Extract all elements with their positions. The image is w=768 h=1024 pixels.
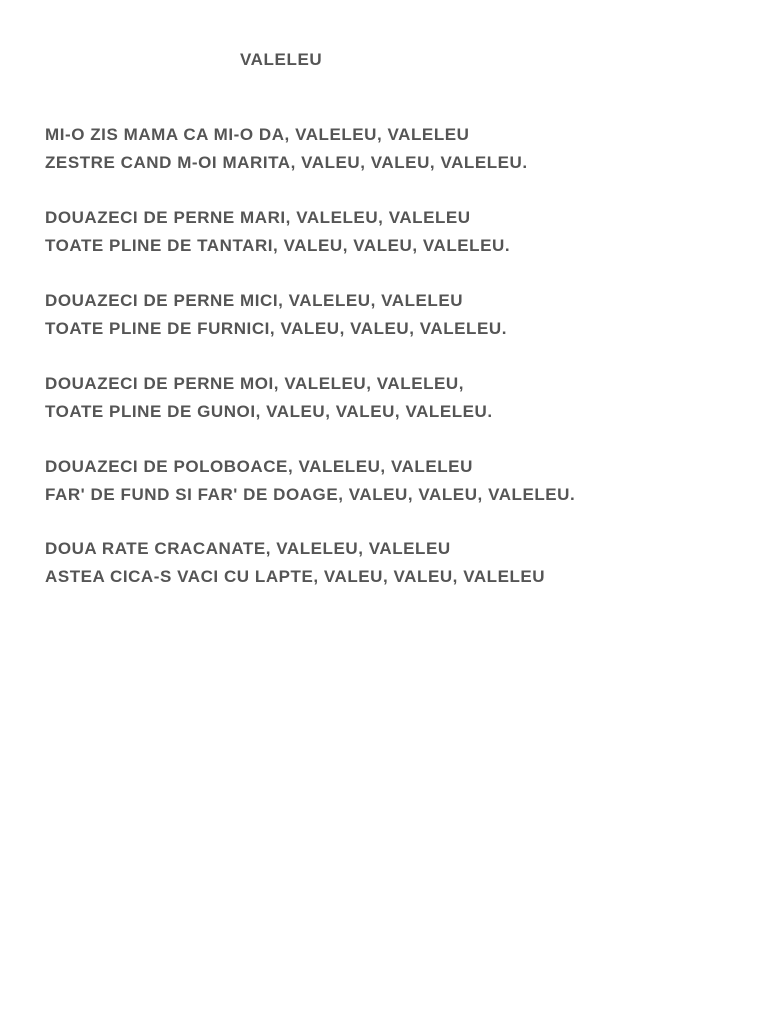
stanza-1: [45, 121, 528, 177]
stanza-line: ASTEA CICA-S VACI CU LAPTE, VALEU, VALEU, VALELEU: [45, 567, 546, 586]
stanza-line: DOUAZECI DE POLOBOACE, VALELEU, VALELEU: [45, 457, 473, 476]
stanza-line: TOATE PLINE DE FURNICI, VALEU, VALEU, VALELEU.: [45, 319, 507, 338]
stanza-6: [45, 535, 545, 591]
stanza-line: DOUAZECI DE PERNE MARI, VALELEU, VALELEU: [45, 208, 471, 227]
stanza-line: TOATE PLINE DE GUNOI, VALEU, VALEU, VALELEU.: [45, 402, 493, 421]
stanza-4: [45, 370, 493, 426]
stanza-line: DOUAZECI DE PERNE MICI, VALELEU, VALELEU: [45, 291, 464, 310]
stanza-line: FAR' DE FUND SI FAR' DE DOAGE, VALEU, VALEU, VALELEU.: [45, 485, 576, 504]
stanza-line: ZESTRE CAND M-OI MARITA, VALEU, VALEU, VALELEU.: [45, 153, 528, 172]
stanza-line: TOATE PLINE DE TANTARI, VALEU, VALEU, VALELEU.: [45, 236, 511, 255]
stanza-line: MI-O ZIS MAMA CA MI-O DA, VALELEU, VALELEU: [45, 125, 470, 144]
stanza-3: [45, 287, 507, 343]
stanza-5: [45, 453, 575, 509]
document-title: VALELEU: [240, 50, 323, 69]
stanza-line: DOUA RATE CRACANATE, VALELEU, VALELEU: [45, 539, 451, 558]
stanza-line: DOUAZECI DE PERNE MOI, VALELEU, VALELEU,: [45, 374, 465, 393]
stanza-2: [45, 204, 510, 260]
